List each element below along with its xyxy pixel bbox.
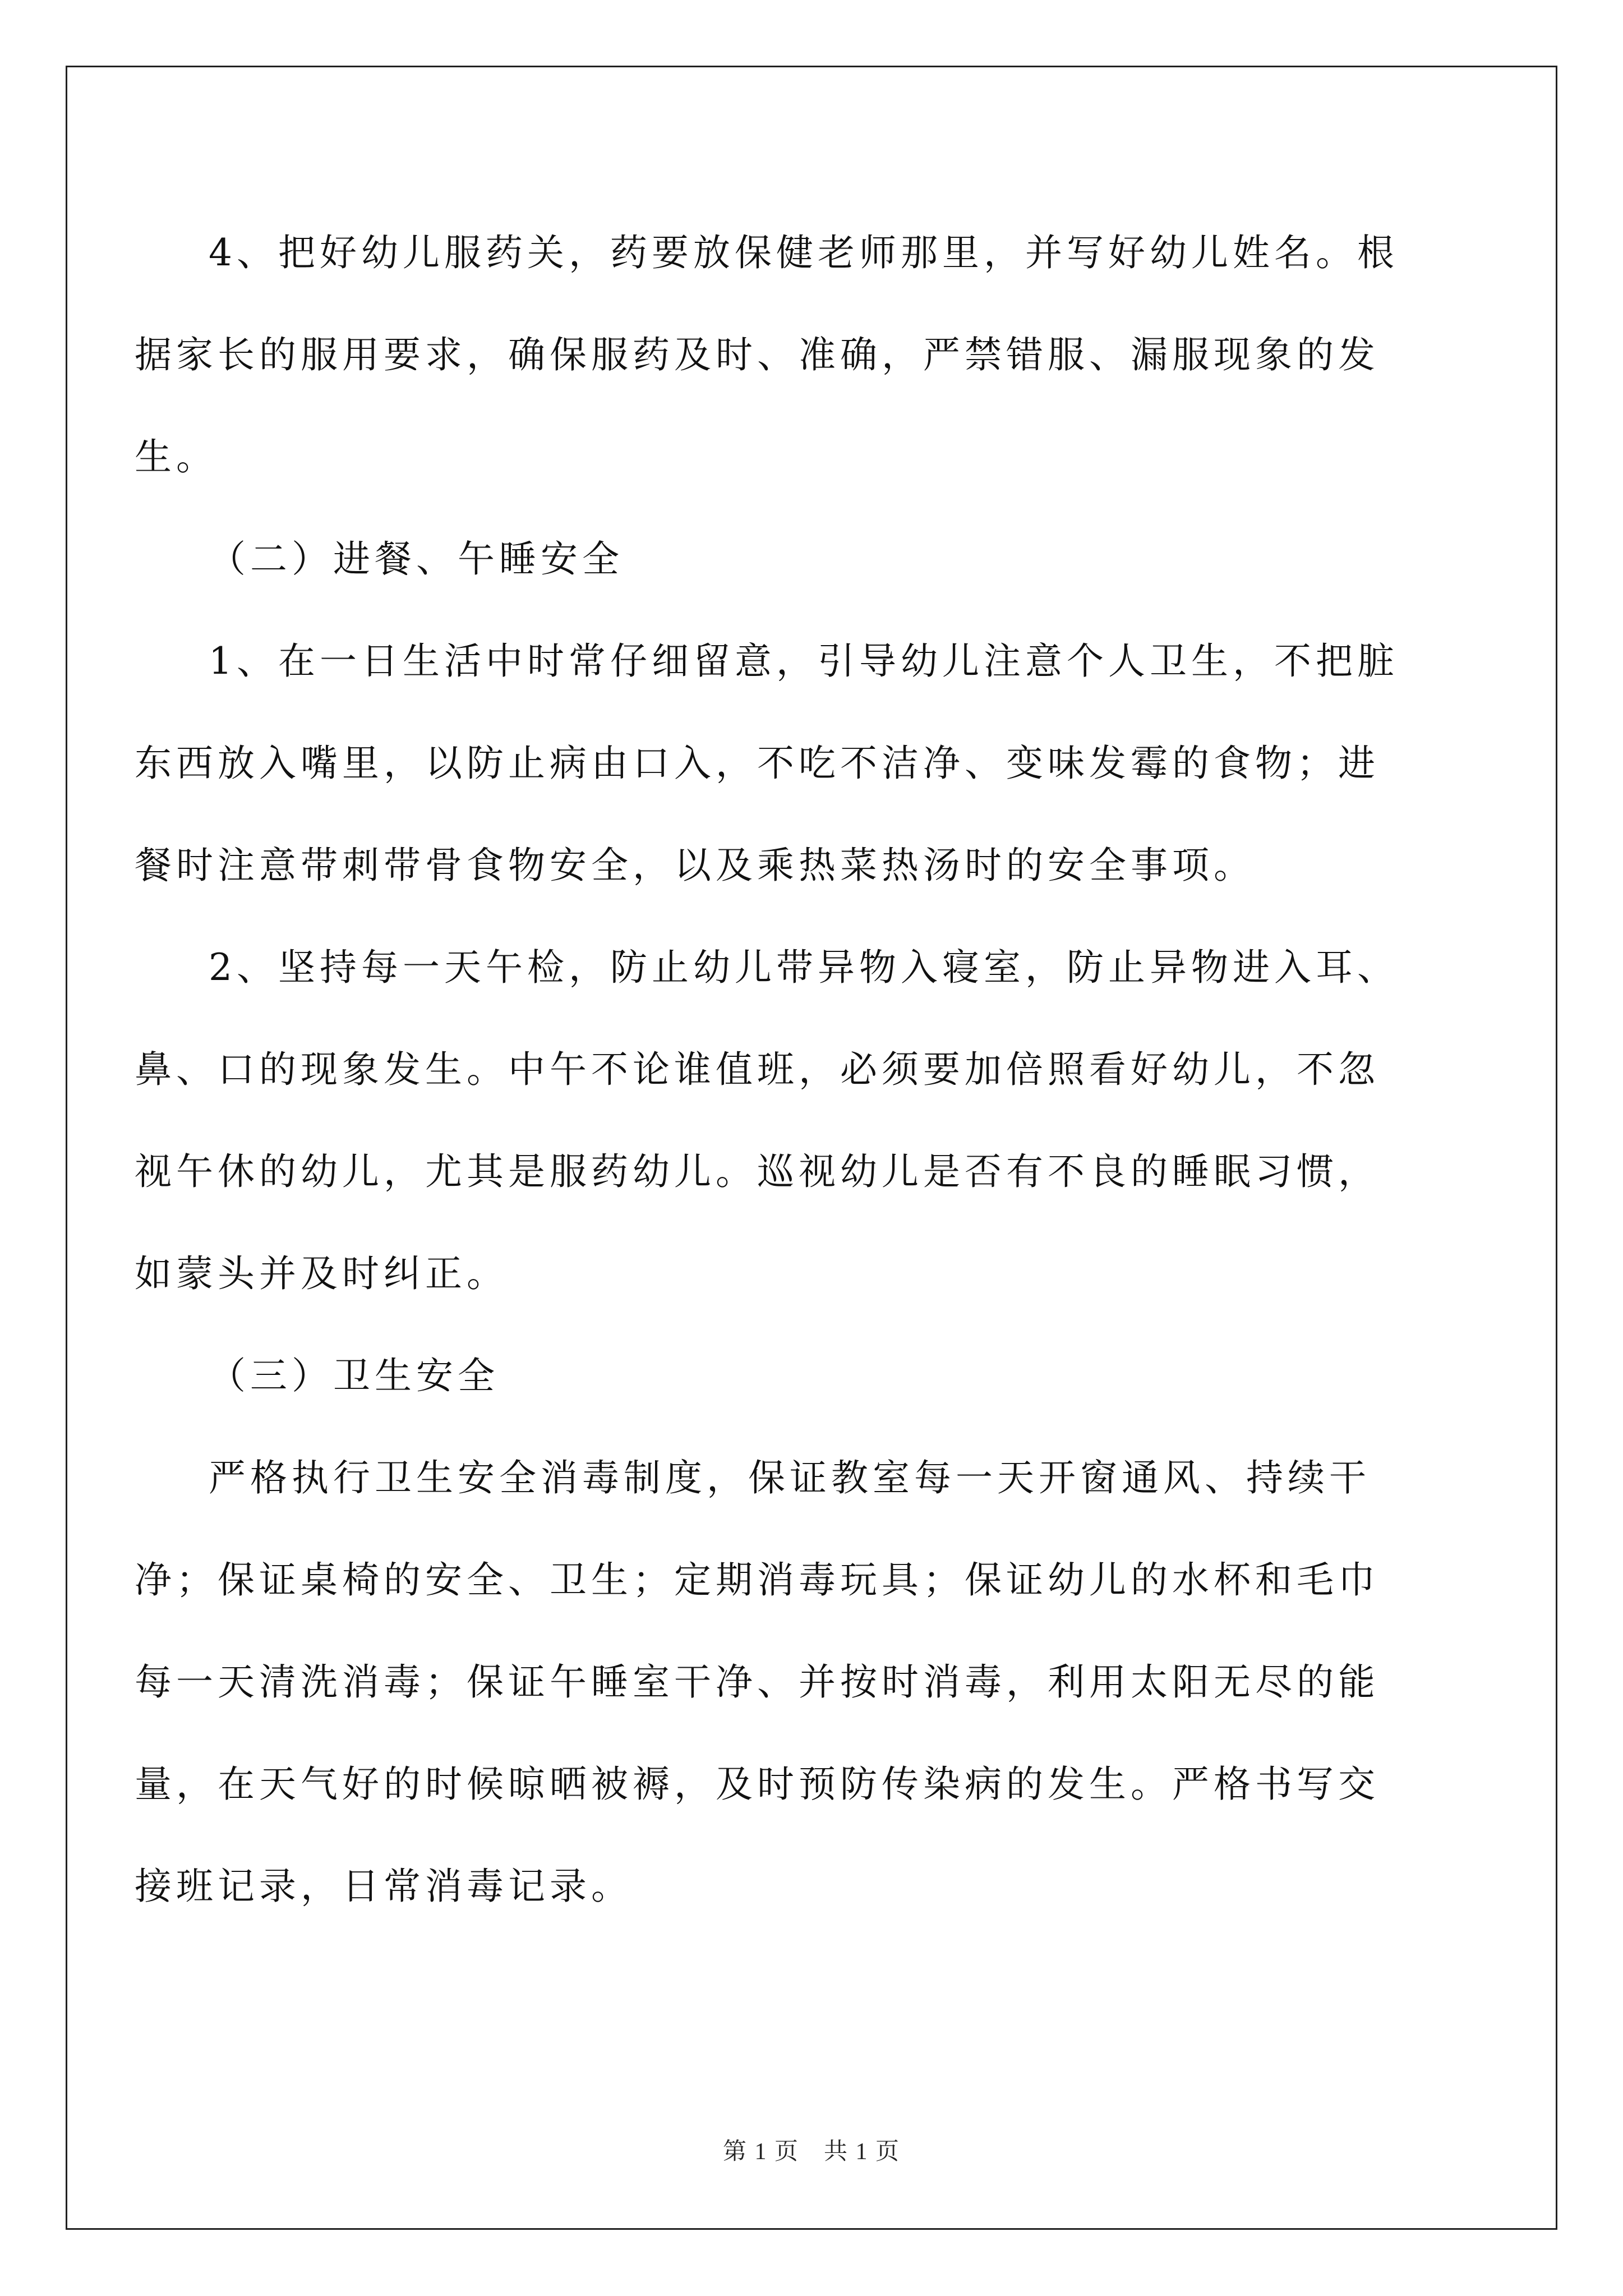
- text-line: 2、坚持每一天午检，防止幼儿带异物入寝室，防止异物进入耳、: [209, 946, 1399, 989]
- section-heading-hygiene: [135, 1325, 1424, 1427]
- text-line: 4、把好幼儿服药关，药要放保健老师那里，并写好幼儿姓名。根: [209, 231, 1399, 274]
- text-line: 接班记录，日常消毒记录。: [135, 1865, 633, 1908]
- text-line: 生。: [135, 435, 218, 478]
- text-line: 东西放入嘴里，以防止病由口入，不吃不洁净、变味发霉的食物；进: [135, 742, 1380, 785]
- document-body: [135, 202, 1424, 1938]
- text-line: 鼻、口的现象发生。中午不论谁值班，必须要加倍照看好幼儿，不忽: [135, 1048, 1380, 1091]
- text-line: 净；保证桌椅的安全、卫生；定期消毒玩具；保证幼儿的水杯和毛巾: [135, 1558, 1380, 1602]
- text-line: 量，在天气好的时候晾晒被褥，及时预防传染病的发生。严格书写交: [135, 1763, 1380, 1806]
- text-line: 餐时注意带刺带骨食物安全，以及乘热菜热汤时的安全事项。: [135, 844, 1255, 887]
- paragraph-hygiene-eating: [135, 610, 1424, 917]
- paragraph-nap-check: [135, 917, 1424, 1325]
- heading-text: （三）卫生安全: [209, 1354, 499, 1397]
- text-line: 如蒙头并及时纠正。: [135, 1252, 508, 1295]
- page-number-footer: 第 1 页 共 1 页: [722, 2139, 900, 2165]
- text-line: 每一天清洗消毒；保证午睡室干净、并按时消毒，利用太阳无尽的能: [135, 1660, 1380, 1704]
- text-line: 1、在一日生活中时常仔细留意，引导幼儿注意个人卫生，不把脏: [209, 639, 1399, 683]
- section-heading-meal-nap: [135, 508, 1424, 610]
- text-line: 视午休的幼儿，尤其是服药幼儿。巡视幼儿是否有不良的睡眠习惯，: [135, 1150, 1380, 1193]
- paragraph-medication: [135, 202, 1424, 508]
- text-line: 严格执行卫生安全消毒制度，保证教室每一天开窗通风、持续干: [209, 1456, 1371, 1499]
- paragraph-disinfection: [135, 1427, 1424, 1938]
- text-line: 据家长的服用要求，确保服药及时、准确，严禁错服、漏服现象的发: [135, 333, 1380, 376]
- heading-text: （二）进餐、午睡安全: [209, 537, 624, 581]
